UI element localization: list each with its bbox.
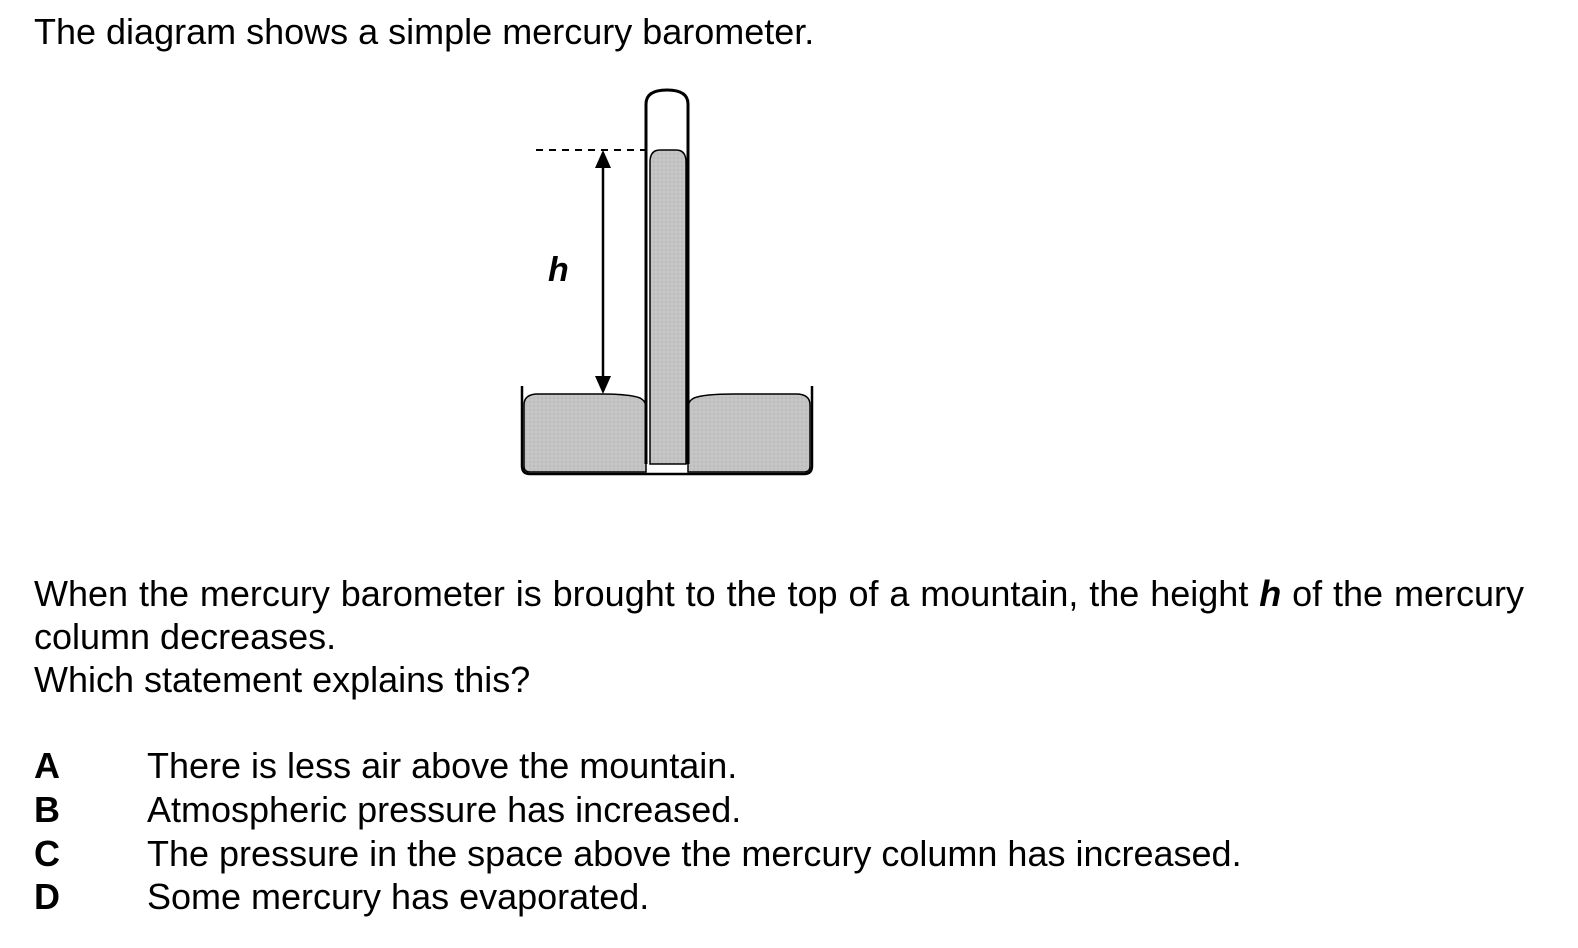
- option-letter: A: [34, 745, 60, 786]
- height-arrow-up-head: [595, 150, 611, 168]
- question-paragraph: [34, 572, 1524, 658]
- option-letter: C: [34, 833, 60, 874]
- height-arrow-down-head: [595, 376, 611, 394]
- height-label: h: [548, 251, 569, 289]
- option-text: The pressure in the space above the mercury column has increased.: [147, 833, 1242, 874]
- question-text-part2: of the mercury column decreases.: [34, 573, 1524, 657]
- question-prompt: Which statement explains this?: [34, 659, 531, 700]
- option-text: Atmospheric pressure has increased.: [147, 789, 742, 830]
- option-letter: B: [34, 789, 60, 830]
- option-text: There is less air above the mountain.: [147, 745, 738, 786]
- height-variable: h: [1259, 573, 1282, 614]
- dish-mercury-left: [524, 394, 646, 472]
- dish-mercury-right: [688, 394, 810, 472]
- option-text: Some mercury has evaporated.: [147, 876, 650, 917]
- option-letter: D: [34, 876, 60, 917]
- question-text-part1: When the mercury barometer is brought to the top of a mountain, the height: [34, 573, 1260, 614]
- intro-text: The diagram shows a simple mercury barometer.: [34, 11, 815, 52]
- mercury-column: [650, 150, 686, 464]
